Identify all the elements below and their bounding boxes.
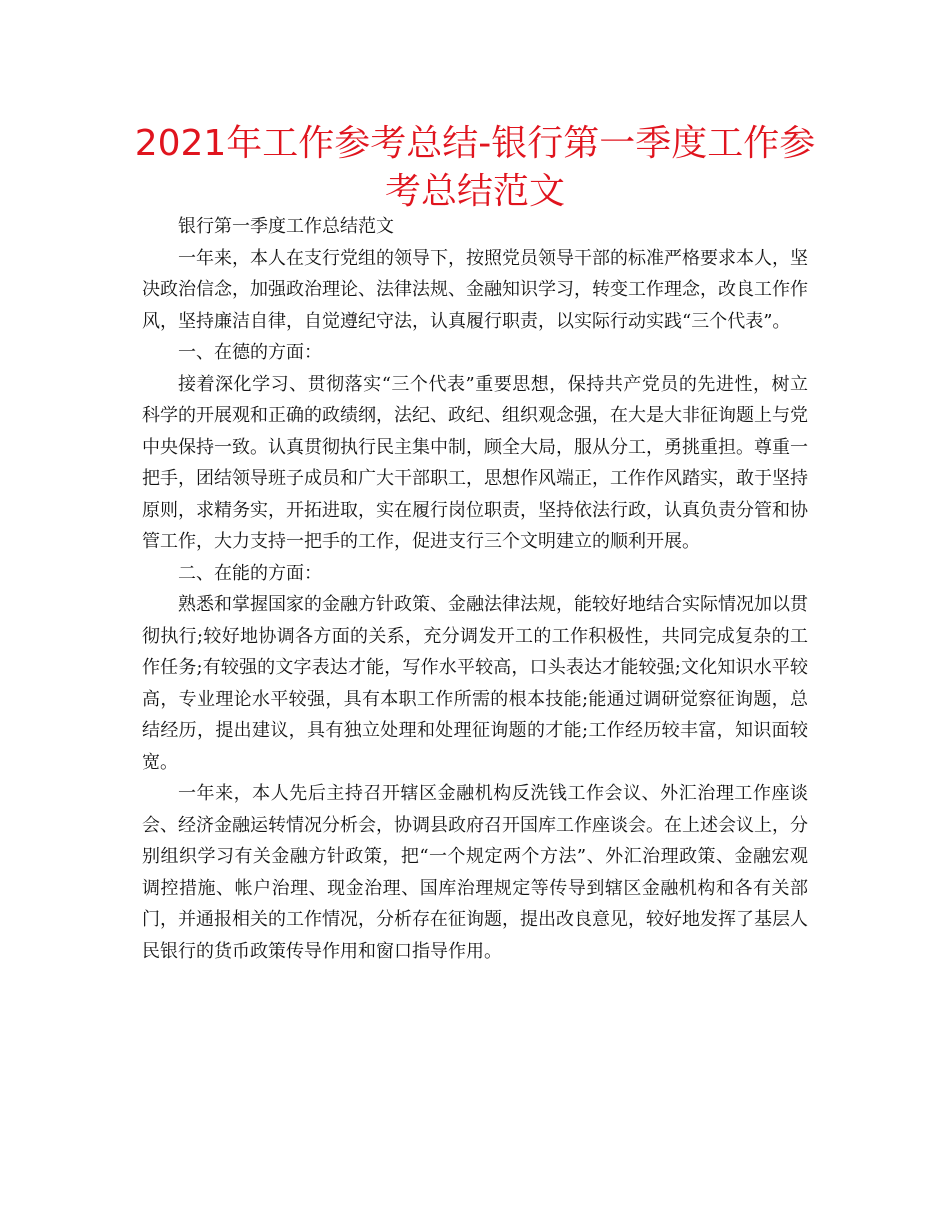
section-heading-morality: 一、在德的方面： — [178, 342, 322, 363]
meetings-paragraph: 一年来，本人先后主持召开辖区金融机构反洗钱工作会议、外汇治理工作座谈会、经济金融运转情况分析会，协调县政府召开国库工作座谈会。在上述会议上，分别组织学习有关金融方针政策，把“一个规定两个方法”、外汇治理政策、金融宏观调控措施、帐户治理、现金治理、国库治理规定等传导到辖区金融机构和各有关部门，并通报相关的工作情况，分析存在征询题，提出改良意见，较好地发挥了基层人民银行的货币政策传导作用和窗口指导作用。 — [142, 783, 808, 962]
document-body — [142, 211, 808, 967]
section-heading-ability: 二、在能的方面： — [178, 562, 322, 584]
ability-paragraph: 熟悉和掌握国家的金融方针政策、金融法律法规，能较好地结合实际情况加以贯彻执行;较好地协调各方面的关系，充分调发开工的工作积极性，共同完成复杂的工作任务;有较强的文字表达才能，写作水平较高，口头表达才能较强;文化知识水平较高，专业理论水平较强，具有本职工作所需的根本技能;能通过调研觉察征询题，总结经历，提出建议，具有独立处理和处理征询题的才能;工作经历较丰富，知识面较宽。 — [142, 594, 808, 773]
intro-paragraph: 一年来，本人在支行党组的领导下，按照党员领导干部的标准严格要求本人，坚决政治信念，加强政治理论、法律法规、金融知识学习，转变工作理念，改良工作作风，坚持廉洁自律，自觉遵纪守法，认真履行职责，以实际行动实践“三个代表”。 — [142, 247, 808, 332]
document-title: 2021年工作参考总结-银行第一季度工作参考总结范文 — [134, 123, 816, 212]
subtitle-paragraph: 银行第一季度工作总结范文 — [178, 216, 394, 237]
morality-paragraph: 接着深化学习、贯彻落实“三个代表”重要思想，保持共产党员的先进性，树立科学的开展观和正确的政绩纲，法纪、政纪、组织观念强，在大是大非征询题上与党中央保持一致。认真贯彻执行民主集中制，顾全大局，服从分工，勇挑重担。尊重一把手，团结领导班子成员和广大干部职工，思想作风端正，工作作风踏实，敢于坚持原则，求精务实，开拓进取，实在履行岗位职责，坚持依法行政，认真负责分管和协管工作，大力支持一把手的工作，促进支行三个文明建立的顺利开展。 — [142, 373, 808, 552]
